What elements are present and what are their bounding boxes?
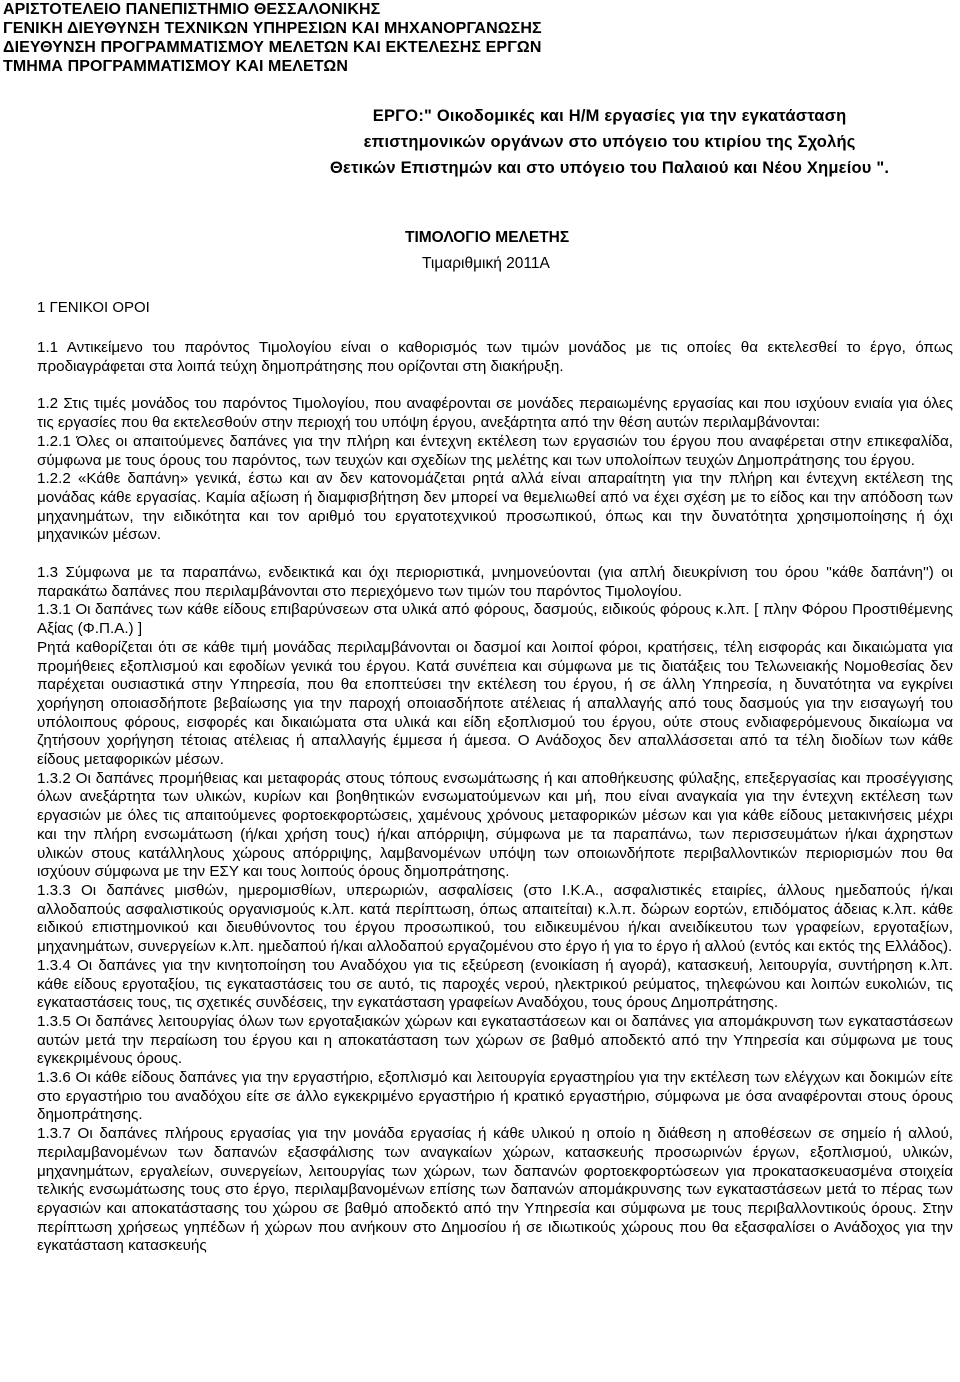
paragraph-1-3-6: 1.3.6 Οι κάθε είδους δαπάνες για την εργαστήριο, εξοπλισμό και λειτουργία εργαστηρίου για την εκτέλεση των ελέγχων και δοκιμών είτε στο εργαστήριο του αναδόχου είτε σε άλλο εγκεκριμένο εργαστήριο ή κρατικό εργαστήριο, σύμφωνα με όσα αναφέρονται στους όρους δημοπράτησης. [37,1069,953,1124]
section-heading: 1 ΓΕΝΙΚΟΙ ΟΡΟΙ [37,299,150,316]
agency-line-university: ΑΡΙΣΤΟΤΕΛΕΙΟ ΠΑΝΕΠΙΣΤΗΜΙΟ ΘΕΣΣΑΛΟΝΙΚΗΣ [3,1,381,18]
document-subtitle: Τιμαριθμική 2011Α [422,255,550,272]
paragraph-1-3-4: 1.3.4 Οι δαπάνες για την κινητοποίηση του Αναδόχου για τις εξεύρεση (ενοικίαση ή αγορά), κατασκευή, λειτουργία, συντήρηση κ.λπ. κάθε είδους εργοταξίου, τις εγκαταστάσεις του σε αυτό, τις παροχές νερού, ηλεκτρικού ρεύματος, τηλεφώνου και λοιπών ευκολιών, τις εγκαταστάσεις τους, τις σχετικές συνδέσεις, την εγκατάσταση γραφείων Αναδόχου, τους όρους Δημοπράτησης. [37,956,953,1012]
paragraph-1-2: 1.2 Στις τιμές μονάδος του παρόντος Τιμολογίου, που αναφέρονται σε μονάδες περαιωμένης εργασίας και που ισχύουν ενιαία για όλες τις εργασίες που θα εκτελεσθούν στην περιοχή του υπόψη έργου, ανεξάρτητα από την θέση αυτών περιλαμβάνονται: [37,395,953,432]
document-body [37,339,953,1256]
agency-line-department: ΤΜΗΜΑ ΠΡΟΓΡΑΜΜΑΤΙΣΜΟΥ ΚΑΙ ΜΕΛΕΤΩΝ [3,58,348,75]
paragraph-1-3-3: 1.3.3 Οι δαπάνες μισθών, ημερομισθίων, υπερωριών, ασφαλίσεις (στο Ι.Κ.Α., ασφαλιστικές εταιρίες, άλλους ημεδαπούς ή/και αλλοδαπούς ασφαλιστικούς οργανισμούς κ.λπ. κατά περίπτωση, όπως απαιτείται) κ.λ.π. δώρων εορτών, επιδόματος άδειας κ.λπ. κάθε ειδικού επιστημονικού και διευθύνοντος του έργου προσωπικού, του ειδικευμένου ή/και ανειδίκευτου των γραφείων, εργοταξίων, μηχανημάτων, συνεργείων κ.λπ. ημεδαπού ή/και αλλοδαπού εργαζομένου στο έργο ή για το έργο ή αλλού (εντός και εκτός της Ελλάδος). [37,881,953,956]
document-title: ΤΙΜΟΛΟΓΙΟ ΜΕΛΕΤΗΣ [405,229,570,246]
agency-line-directorate: ΔΙΕΥΘΥΝΣΗ ΠΡΟΓΡΑΜΜΑΤΙΣΜΟΥ ΜΕΛΕΤΩΝ ΚΑΙ ΕΚΤΕΛΕΣΗΣ ΕΡΓΩΝ [3,39,542,56]
project-title-line: επιστημονικών οργάνων στο υπόγειο του κτιρίου της Σχολής [363,133,856,151]
paragraph-1-3-2: 1.3.2 Οι δαπάνες προμήθειας και μεταφοράς στους τόπους ενσωμάτωσης ή και αποθήκευσης φύλαξης, επεξεργασίας και προσέγγισης όλων ανεξάρτητα των υλικών, κυρίων και βοηθητικών ενσωματούμενων και μή, που είναι αναγκαία για την έντεχνη εκτέλεση των εργασιών με όλες τις απαιτούμενες φορτοεκφορτώσεις, χαμένους χρόνους μεταφορικών μέσων και για κάθε είδους μετακινήσεις μέχρι και την πλήρη ενσωμάτωση (ή/και χρήση τους) ή/και απόρριψη, σύμφωνα με τα παραπάνω, των περισσευμάτων ή/και άχρηστων υλικών στους κατάλληλους χώρους απόρριψης, λαμβανομένων υπόψη των οποιωνδήποτε περιβαλλοντικών περιορισμών που θα ισχύουν σύμφωνα με την ΕΣΥ και τους λοιπούς όρους δημοπράτησης. [37,769,953,881]
paragraph-1-3-1-continued: Ρητά καθορίζεται ότι σε κάθε τιμή μονάδας περιλαμβάνονται οι δασμοί και λοιποί φόροι, κρατήσεις, τέλη εισφοράς και δικαιώματα για προμήθειες εξοπλισμού και εφοδίων γενικά του έργου. Κατά συνέπεια και σύμφωνα με τις διατάξεις του Τελωνειακής Νομοθεσίας δεν παρέχεται ουσιαστικά στην Υπηρεσία, που θα εποπτεύσει την εκτέλεση του έργου, ή σε άλλη Υπηρεσία, η δυνατότητα να εγκρίνει χορήγηση οποιασδήποτε βεβαίωσης για την παροχή οποιασδήποτε ατέλειας ή απαλλαγής από τους δασμούς για την εισαγωγή του υπόλοιπους φόρους, εισφορές και δικαιώματα στα υλικά και είδη εξοπλισμού του έργου, ούτε στους ενδιαφερόμενους δικαίωμα να ζητήσουν χορήγηση τέτοιας ατέλειας ή απαλλαγής έμμεσα ή άμεσα. Ο Ανάδοχος δεν απαλλάσσεται από τα τέλη διοδίων των κάθε είδους μεταφορικών μέσων. [37,638,953,769]
project-title [330,103,889,181]
paragraph-spacer [37,376,953,395]
paragraph-1-3-5: 1.3.5 Οι δαπάνες λειτουργίας όλων των εργοταξιακών χώρων και εγκαταστάσεων και οι δαπάνες για απομάκρυνση των εγκαταστάσεων αυτών μετά την περαίωση του έργου και η αποκατάσταση των χώρων σε βαθμό αποδεκτό από την Υπηρεσία και σύμφωνα με τους εγκεκριμένους όρους. [37,1012,953,1068]
paragraph-spacer [37,545,953,564]
paragraph-1-1: 1.1 Αντικείμενο του παρόντος Τιμολογίου είναι ο καθορισμός των τιμών μονάδος με τις οποίες θα εκτελεσθεί το έργο, όπως προδιαγράφεται στα λοιπά τεύχη δημοπράτησης που ορίζονται στη διακήρυξη. [37,339,953,375]
agency-header [3,0,542,76]
paragraph-1-3: 1.3 Σύμφωνα με τα παραπάνω, ενδεικτικά και όχι περιοριστικά, μνημονεύονται (για απλή διευκρίνιση του όρου ''κάθε δαπάνη'') οι παρακάτω δαπάνες που περιλαμβάνονται στο περιεχόμενο των τιμών του παρόντος Τιμολογίου. [37,564,953,600]
paragraph-1-2-1: 1.2.1 Όλες οι απαιτούμενες δαπάνες για την πλήρη και έντεχνη εκτέλεση των εργασιών του έργου που αναφέρεται στην επικεφαλίδα, σύμφωνα με τους όρους του παρόντος, των τευχών και σχεδίων της μελέτης και των υπολοίπων τευχών Δημοπράτησης του έργου. [37,432,953,469]
paragraph-1-3-1: 1.3.1 Οι δαπάνες των κάθε είδους επιβαρύνσεων στα υλικά από φόρους, δασμούς, ειδικούς φόρους κ.λπ. [ πλην Φόρου Προστιθέμενης Αξίας (Φ.Π.Α.) ] [37,601,953,638]
paragraph-1-2-2: 1.2.2 «Κάθε δαπάνη» γενικά, έστω και αν δεν κατονομάζεται ρητά αλλά είναι απαραίτητη για την πλήρη και έντεχνη εκτέλεση της μονάδας κάθε εργασίας. Καμία αξίωση ή διαμφισβήτηση δεν μπορεί να θεμελιωθεί από να έχει σχέση με το είδος και την απόδοση των μηχανημάτων, την ειδικότητα και τον αριθμό του εργατοτεχνικού προσωπικού, όπως και την δυνατότητα χρησιμοποίησης ή όχι μηχανικών μέσων. [37,470,953,544]
project-title-line: Θετικών Επιστημών και στο υπόγειο του Παλαιού και Νέου Χημείου ". [330,159,890,177]
project-title-line: ΕΡΓΟ:" Οικοδομικές και Η/Μ εργασίες για την εγκατάσταση [372,107,847,125]
paragraph-1-3-7: 1.3.7 Οι δαπάνες πλήρους εργασίας για την μονάδα εργασίας ή κάθε υλικού η οποίο η διάθεση η αποθέσεων σε σημείο ή αλλού, περιλαμβανομένων των δαπανών εξασφάλισης των αναγκαίων χώρων, κατασκευής προσωρινών έργων, εξοπλισμού, υλικών, μηχανημάτων, εργαλείων, συνεργείων, λειτουργίας των χώρων, των δαπανών φορτοεκφορτώσεων για προκατασκευασμένα στοιχεία τελικής ενσωμάτωσης τους στο έργο, περιλαμβανομένων επίσης των δαπανών απομάκρυνσης των εγκαταστάσεων μετά το πέρας των εργασιών και αποκατάστασης του χώρου σε βαθμό αποδεκτό από την Υπηρεσία και σύμφωνα με τους περιβαλλοντικούς όρους. Στην περίπτωση χρήσεως γηπέδων ή χώρων που ανήκουν στο Δημοσίου ή σε ιδιωτικούς χώρους που θα εξασφαλίσει ο Ανάδοχος για την εγκατάσταση κατασκευής [37,1125,953,1255]
agency-line-general-directorate: ΓΕΝΙΚΗ ΔΙΕΥΘΥΝΣΗ ΤΕΧΝΙΚΩΝ ΥΠΗΡΕΣΙΩΝ ΚΑΙ ΜΗΧΑΝΟΡΓΑΝΩΣΗΣ [3,20,542,37]
